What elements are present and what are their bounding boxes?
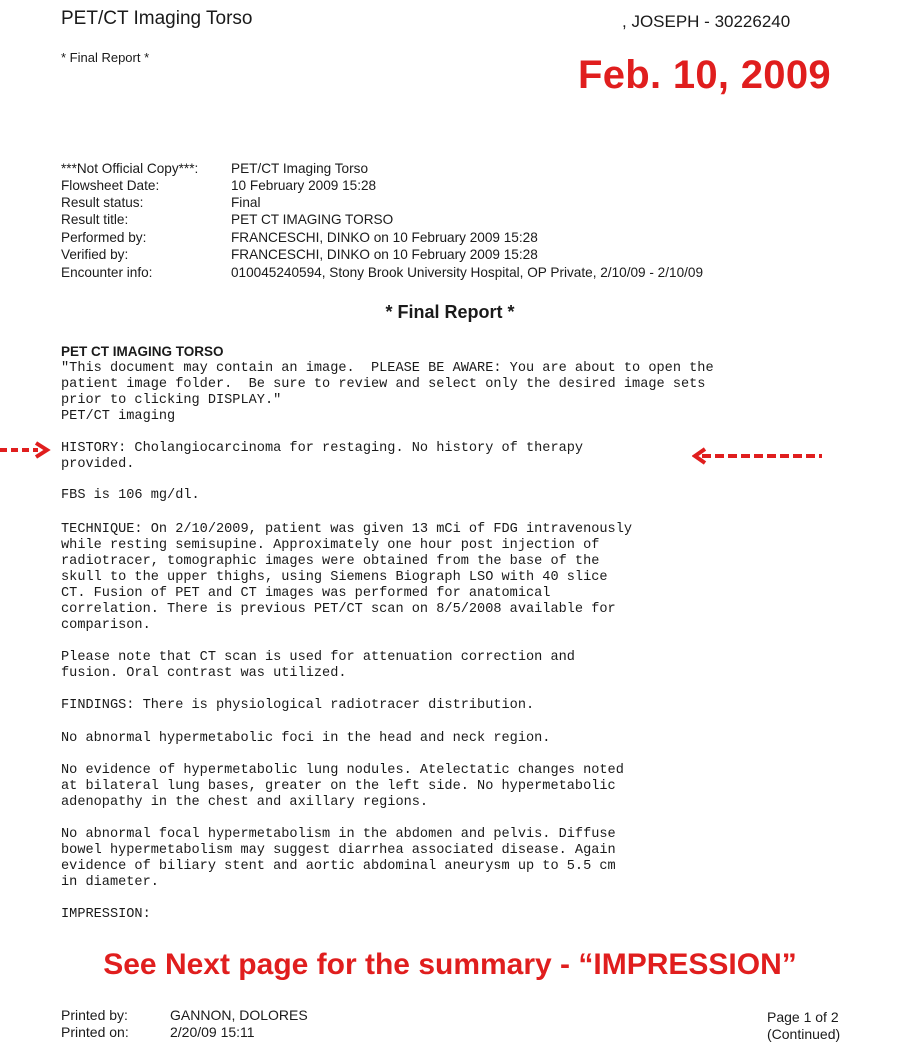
left-arrow-icon bbox=[692, 446, 824, 466]
continued-note: (Continued) bbox=[767, 1026, 841, 1042]
meta-value: FRANCESCHI, DINKO on 10 February 2009 15:28 bbox=[231, 247, 538, 262]
document-title: PET/CT Imaging Torso bbox=[61, 8, 253, 29]
meta-label: Encounter info: bbox=[61, 265, 153, 280]
report-section-title: PET CT IMAGING TORSO bbox=[61, 344, 224, 359]
meta-label: Result title: bbox=[61, 212, 129, 227]
meta-value: 10 February 2009 15:28 bbox=[231, 178, 377, 193]
meta-value: Final bbox=[231, 195, 261, 210]
meta-value: FRANCESCHI, DINKO on 10 February 2009 15:28 bbox=[231, 230, 538, 245]
final-report-heading: * Final Report * bbox=[385, 302, 515, 322]
meta-label: Flowsheet Date: bbox=[61, 178, 160, 193]
ct-note-paragraph: Please note that CT scan is used for attenuation correction and fusion. Oral contrast was utilized. bbox=[61, 650, 575, 681]
next-page-banner: See Next page for the summary - “IMPRESSION” bbox=[103, 948, 797, 981]
history-paragraph: HISTORY: Cholangiocarcinoma for restaging. No history of therapy provided. bbox=[61, 441, 584, 472]
impression-label: IMPRESSION: bbox=[61, 907, 151, 922]
meta-label: ***Not Official Copy***: bbox=[61, 161, 199, 176]
meta-value: PET/CT Imaging Torso bbox=[231, 161, 368, 176]
image-notice-paragraph: "This document may contain an image. PLEASE BE AWARE: You are about to open the patient image folder. Be sure to review and select only the desired image sets prior to clicking DISPLAY." PET/CT imaging bbox=[61, 361, 714, 424]
date-annotation: Feb. 10, 2009 bbox=[578, 53, 831, 97]
patient-identifier: , JOSEPH - 30226240 bbox=[622, 12, 791, 31]
findings-paragraph: FINDINGS: There is physiological radiotracer distribution. bbox=[61, 698, 535, 713]
technique-paragraph: TECHNIQUE: On 2/10/2009, patient was given 13 mCi of FDG intravenously while resting semisupine. Approximately one hour post injection of radiotracer, tomographic images were obtained from the base of the skull to the upper thighs, using Siemens Biograph LSO with 40 slice CT. Fusion of PET and CT images was performed for anatomical correlation. There is previous PET/CT scan on 8/5/2008 available for comparison. bbox=[61, 522, 633, 633]
printed-on-label: Printed on: bbox=[61, 1024, 129, 1040]
abdomen-paragraph: No abnormal focal hypermetabolism in the abdomen and pelvis. Diffuse bowel hypermetabolism may suggest diarrhea associated disease. Again evidence of biliary stent and aortic abdominal aneurysm up to 5.5 cm in diameter. bbox=[61, 827, 616, 890]
meta-value: 010045240594, Stony Brook University Hospital, OP Private, 2/10/09 - 2/10/09 bbox=[231, 265, 704, 280]
fbs-paragraph: FBS is 106 mg/dl. bbox=[61, 488, 200, 503]
printed-on-value: 2/20/09 15:11 bbox=[170, 1024, 255, 1040]
meta-label: Result status: bbox=[61, 195, 144, 210]
right-arrow-icon bbox=[0, 440, 52, 460]
page-number: Page 1 of 2 bbox=[767, 1009, 839, 1025]
printed-by-label: Printed by: bbox=[61, 1007, 128, 1023]
printed-by-value: GANNON, DOLORES bbox=[170, 1007, 308, 1023]
meta-value: PET CT IMAGING TORSO bbox=[231, 212, 394, 227]
head-neck-paragraph: No abnormal hypermetabolic foci in the head and neck region. bbox=[61, 731, 551, 746]
report-status-subtitle: * Final Report * bbox=[61, 50, 150, 65]
meta-label: Verified by: bbox=[61, 247, 129, 262]
meta-label: Performed by: bbox=[61, 230, 147, 245]
lungs-paragraph: No evidence of hypermetabolic lung nodules. Atelectatic changes noted at bilateral lung bases, greater on the left side. No hypermetabolic adenopathy in the chest and axillary regions. bbox=[61, 763, 624, 810]
